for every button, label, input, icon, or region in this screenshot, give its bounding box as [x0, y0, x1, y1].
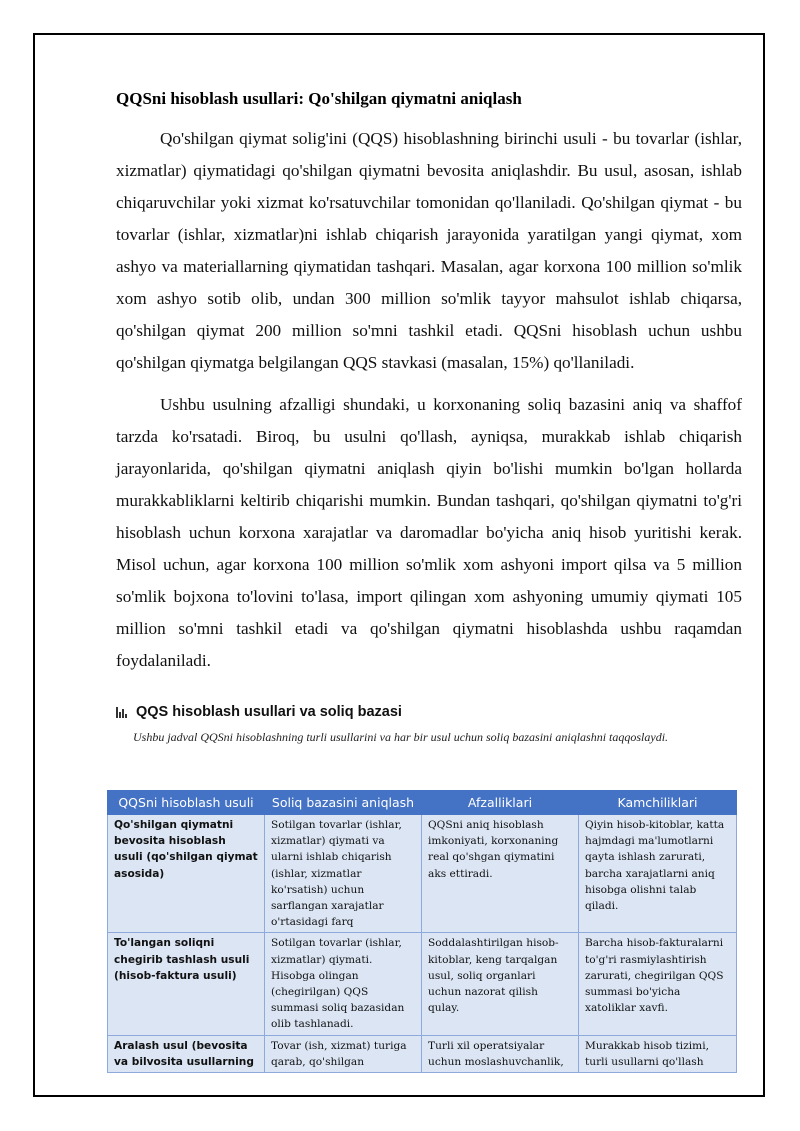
comparison-table-container	[107, 790, 736, 1068]
bar-chart-icon	[116, 707, 128, 718]
column-header: Afzalliklari	[422, 791, 579, 815]
table-title	[116, 702, 742, 722]
table-row	[108, 1035, 737, 1072]
column-header: QQSni hisoblash usuli	[108, 791, 265, 815]
tax-base-cell: Sotilgan tovarlar (ishlar, xizmatlar) qiymati va ularni ishlab chiqarish (ishlar, xizmatlar ko'rsatish) uchun sarflangan xarajatlar o'rtasidagi farq	[265, 815, 422, 933]
paragraph-2: Ushbu usulning afzalligi shundaki, u korxonaning soliq bazasini aniq va shaffof tarzda ko'rsatadi. Biroq, bu usulni qo'llash, ayniqsa, murakkab ishlab chiqarish jarayonlarida, qo'shilgan qiymatni aniqlash qiyin bo'lishi mumkin bo'lgan hollarda murakkabliklarni keltirib chiqarishi mumkin. Bundan tashqari, qo'shilgan qiymatni to'g'ri hisoblash uchun korxona xarajatlar va daromadlar bo'yicha aniq hisob yuritishi kerak. Misol uchun, agar korxona 100 million so'mlik xom ashyoni import qilsa va 5 million so'mlik bojxona to'lovini to'lasa, import qilingan xom ashyoning umumiy qiymati 105 million so'mni tashkil etadi va qo'shilgan qiymatni hisoblashda ushbu raqamdan foydalaniladi.	[116, 395, 742, 670]
section-heading: QQSni hisoblash usullari: Qo'shilgan qiymatni aniqlash	[116, 89, 522, 108]
advantages-cell: QQSni aniq hisoblash imkoniyati, korxonaning real qo'shgan qiymatini aks ettiradi.	[422, 815, 579, 933]
disadvantages-cell: Qiyin hisob-kitoblar, katta hajmdagi ma'lumotlarni qayta ishlash zarurati, barcha xarajatlarni aniq hisobga olishni talab qiladi.	[579, 815, 737, 933]
advantages-cell: Soddalashtirilgan hisob-kitoblar, keng tarqalgan usul, soliq organlari uchun nazorat qilish qulay.	[422, 933, 579, 1035]
column-header: Soliq bazasini aniqlash	[265, 791, 422, 815]
comparison-table	[107, 790, 737, 1073]
disadvantages-cell: Murakkab hisob tizimi, turli usullarni qo'llash	[579, 1035, 737, 1072]
table-header-row	[108, 791, 737, 815]
method-cell: Qo'shilgan qiymatni bevosita hisoblash usuli (qo'shilgan qiymat asosida)	[108, 815, 265, 933]
table-row	[108, 933, 737, 1035]
method-cell: Aralash usul (bevosita va bilvosita usullarning	[108, 1035, 265, 1072]
tax-base-cell: Tovar (ish, xizmat) turiga qarab, qo'shilgan	[265, 1035, 422, 1072]
table-caption: Ushbu jadval QQSni hisoblashning turli usullarini va har bir usul uchun soliq bazasini aniqlashni taqqoslaydi.	[133, 730, 669, 744]
method-cell: To'langan soliqni chegirib tashlash usuli (hisob-faktura usuli)	[108, 933, 265, 1035]
table-row	[108, 815, 737, 933]
advantages-cell: Turli xil operatsiyalar uchun moslashuvchanlik,	[422, 1035, 579, 1072]
paragraph-1: Qo'shilgan qiymat solig'ini (QQS) hisoblashning birinchi usuli - bu tovarlar (ishlar, xizmatlar) qiymatidagi qo'shilgan qiymatni bevosita aniqlashdir. Bu usul, asosan, ishlab chiqaruvchilar yoki xizmat ko'rsatuvchilar tomonidan qo'llaniladi. Qo'shilgan qiymat - bu tovarlar (ishlar, xizmatlar)ni ishlab chiqarish jarayonida yaratilgan yangi qiymat, xom ashyo va materiallarning qiymatidan tashqari. Masalan, agar korxona 100 million so'mlik xom ashyo sotib olib, undan 300 million so'mlik tayyor mahsulot ishlab chiqarsa, qo'shilgan qiymat 200 million so'mni tashkil etadi. QQSni hisoblash uchun ushbu qo'shilgan qiymatga belgilangan QQS stavkasi (masalan, 15%) qo'llaniladi.	[116, 129, 742, 372]
column-header: Kamchiliklari	[579, 791, 737, 815]
document-body	[116, 86, 742, 745]
tax-base-cell: Sotilgan tovarlar (ishlar, xizmatlar) qiymati. Hisobga olingan (chegirilgan) QQS summasi soliq bazasidan olib tashlanadi.	[265, 933, 422, 1035]
disadvantages-cell: Barcha hisob-fakturalarni to'g'ri rasmiylashtirish zarurati, chegirilgan QQS summasi bo'yicha xatoliklar xavfi.	[579, 933, 737, 1035]
table-title-text: QQS hisoblash usullari va soliq bazasi	[136, 704, 402, 720]
